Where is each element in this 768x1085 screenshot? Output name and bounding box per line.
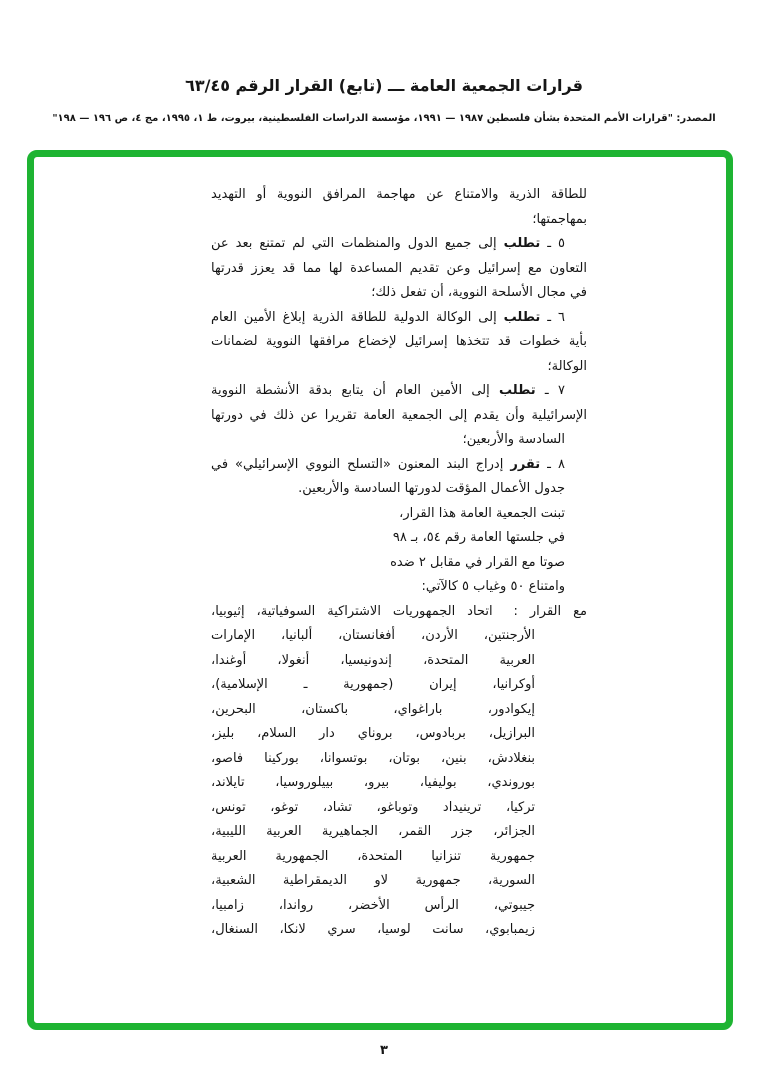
page-number: ٣ xyxy=(380,1043,388,1058)
body-line: تبنت الجمعية العامة هذا القرار، xyxy=(399,505,565,521)
body-line: جدول الأعمال المؤقت لدورتها السادسة والأربعين. xyxy=(298,481,565,496)
body-line: ٥ ـ تطلب إلى جميع الدول والمنظمات التي لم تمتنع بعد عن xyxy=(211,236,565,251)
body-line: صوتا مع القرار في مقابل ٢ ضده xyxy=(390,554,565,570)
body-line: ٦ ـ تطلب إلى الوكالة الدولية للطاقة الذرية إبلاغ الأمين العام xyxy=(211,309,565,325)
page-title: قرارات الجمعية العامة ـــ (تابع) القرار الرقم ٦٣/٤٥ xyxy=(185,76,583,95)
body-line: في جلستها العامة رقم ٥٤، بـ ٩٨ xyxy=(392,530,565,545)
body-line: الوكالة؛ xyxy=(547,358,587,374)
body-line: الجزائر، جزر القمر، الجماهيرية العربية الليبية، xyxy=(211,824,535,839)
body-line: السادسة والأربعين؛ xyxy=(462,432,565,447)
body-line: ٨ ـ تقرر إدراج البند المعنون «التسلح النووي الإسرائيلي» في xyxy=(211,456,565,472)
body-line: جمهورية تنزانيا المتحدة، الجمهورية العربية xyxy=(211,848,535,864)
body-line: بمهاجمتها؛ xyxy=(532,211,587,227)
resolution-body-text xyxy=(211,183,587,943)
body-line: بنغلادش، بنين، بوتان، بوتسوانا، بوركينا فاصو، xyxy=(211,750,535,766)
body-line: ٧ ـ تطلب إلى الأمين العام أن يتابع بدقة الأنشطة النووية xyxy=(211,383,565,398)
body-line: الإسرائيلية وأن يقدم إلى الجمعية العامة تقريرا عن ذلك في دورتها xyxy=(211,407,587,423)
body-line: العربية المتحدة، إندونيسيا، أنغولا، أوغندا، xyxy=(211,652,535,668)
body-line: البرازيل، بربادوس، بروناي دار السلام، بليز، xyxy=(211,726,535,741)
clause-verb-bold: تطلب xyxy=(503,236,541,251)
vote-with-label: مع القرار : xyxy=(513,603,587,619)
body-line: وامتناع ٥٠ وغياب ٥ كالآتي: xyxy=(421,579,565,594)
body-line: الأرجنتين، الأردن، أفغانستان، ألبانيا، الإمارات xyxy=(211,628,535,643)
body-line: إيكوادور، باراغواي، باكستان، البحرين، xyxy=(211,701,535,717)
clause-verb-bold: تطلب xyxy=(499,383,536,398)
body-line: للطاقة الذرية والامتناع عن مهاجمة المرافق النووية أو التهديد xyxy=(211,187,587,202)
body-line: التعاون مع إسرائيل وعن تقديم المساعدة لها مما قد يعزز قدرتها xyxy=(211,260,587,276)
body-line: أوكرانيا، إيران (جمهورية ـ الإسلامية)، xyxy=(211,677,535,692)
body-line: مع القرار : اتحاد الجمهوريات الاشتراكية السوفياتية، إثيوبيا، xyxy=(211,603,587,619)
body-line: بأية خطوات قد تتخذها إسرائيل لإخضاع مرافقها النووية لضمانات xyxy=(211,334,587,349)
body-line: جيبوتي، الرأس الأخضر، رواندا، زامبيا، xyxy=(211,897,535,913)
body-line: زيمبابوي، سانت لوسيا، سري لانكا، السنغال، xyxy=(211,922,535,937)
body-line: تركيا، ترينيداد وتوباغو، تشاد، توغو، تونس، xyxy=(211,799,535,815)
body-line: في مجال الأسلحة النووية، أن تفعل ذلك؛ xyxy=(371,285,587,300)
body-line: بوروندي، بوليفيا، بيرو، بييلوروسيا، تايلاند، xyxy=(211,775,535,790)
clause-verb-bold: تقرر xyxy=(510,456,541,472)
body-line: السورية، جمهورية لاو الديمقراطية الشعبية، xyxy=(211,873,535,888)
clause-verb-bold: تطلب xyxy=(503,309,541,325)
source-citation: المصدر: "قرارات الأمم المتحدة بشأن فلسطين ١٩٨٧ — ١٩٩١، مؤسسة الدراسات الفلسطينية، بيروت، ط ١، ١٩٩٥، مج ٤، ص ١٩٦ — ١٩٨" xyxy=(52,113,716,124)
